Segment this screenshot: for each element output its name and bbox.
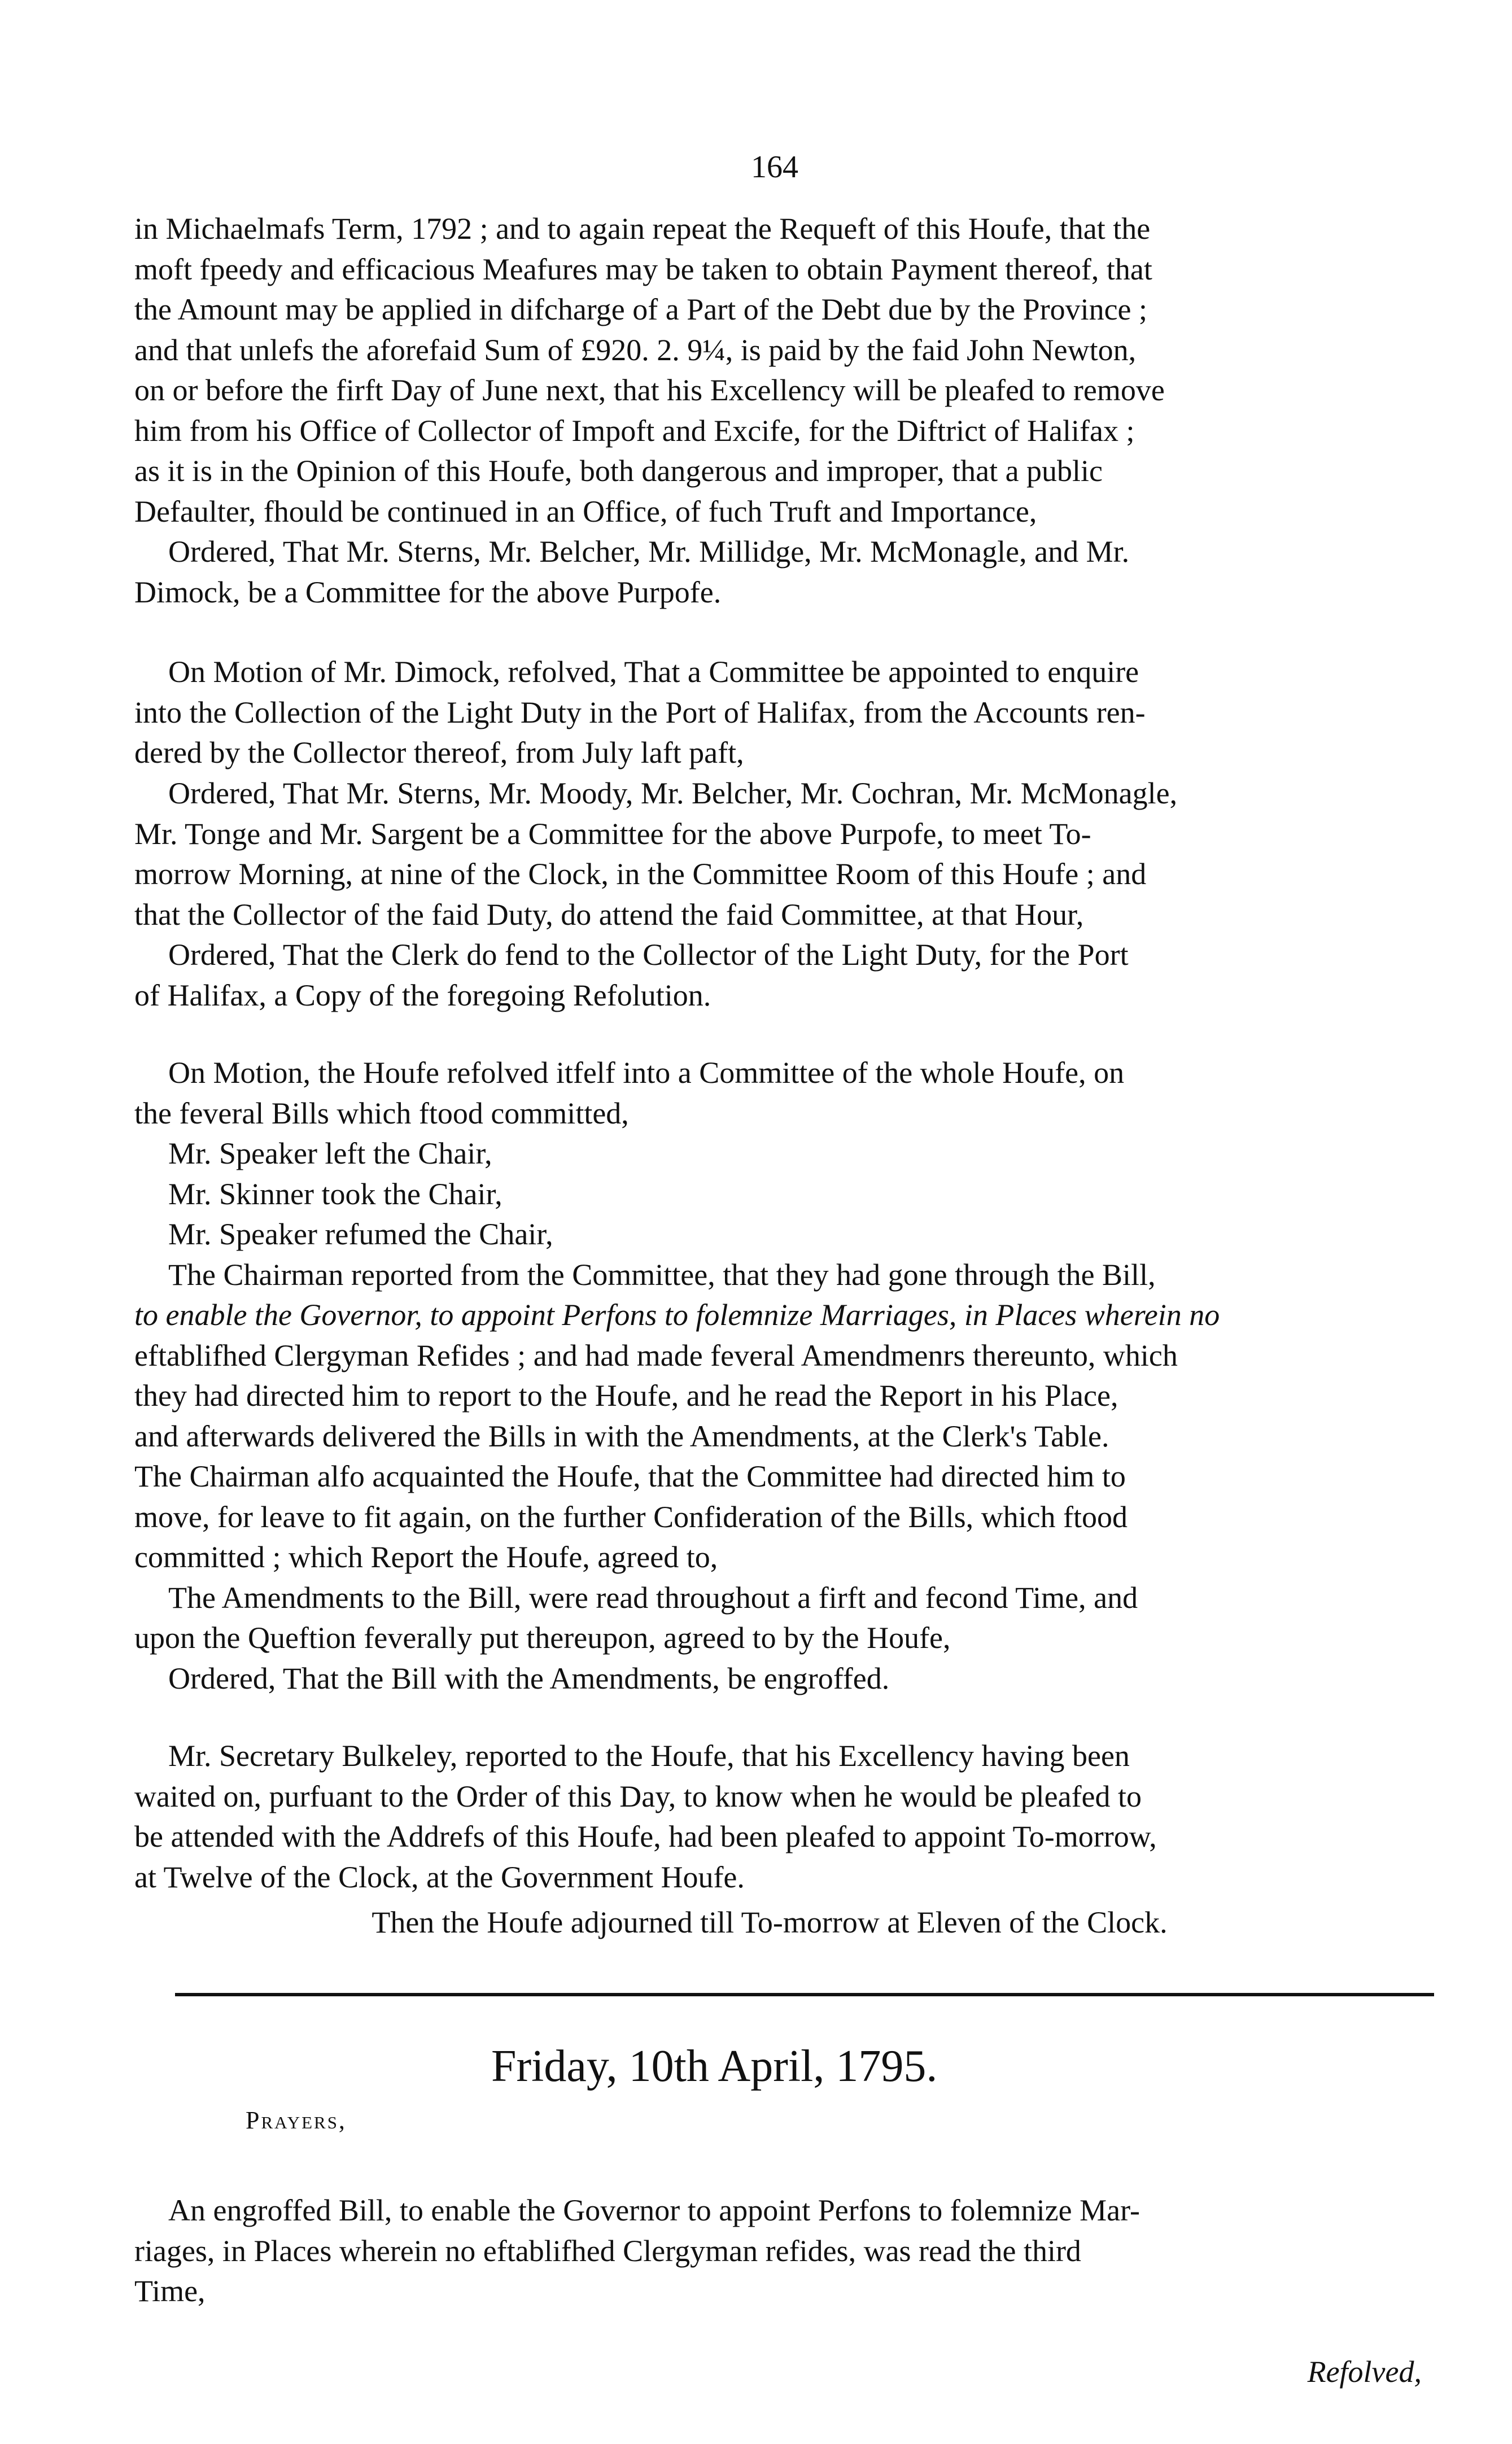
text-line: Defaulter, fhould be continued in an Office, of fuch Truft and Importance,	[134, 494, 1037, 528]
text-line: of Halifax, a Copy of the foregoing Refolution.	[134, 978, 711, 1012]
text-line: the Amount may be applied in difcharge of a Part of the Debt due by the Province ;	[134, 292, 1148, 326]
text-line: committed ; which Report the Houfe, agreed to,	[134, 1540, 718, 1574]
paragraph-adjournment	[134, 1903, 1405, 1943]
text-line: Mr. Speaker left the Chair,	[168, 1136, 492, 1170]
text-line: Mr. Secretary Bulkeley, reported to the Houfe, that his Excellency having been	[168, 1739, 1130, 1773]
text-line: On Motion of Mr. Dimock, refolved, That a Committee be appointed to enquire	[168, 655, 1139, 689]
text-line: Time,	[134, 2274, 206, 2308]
text-line: and afterwards delivered the Bills in with the Amendments, at the Clerk's Table.	[134, 1419, 1109, 1453]
text-line: Ordered, That the Clerk do fend to the Collector of the Light Duty, for the Port	[168, 938, 1129, 972]
text-line: the feveral Bills which ftood committed,	[134, 1096, 629, 1130]
text-line: morrow Morning, at nine of the Clock, in the Committee Room of this Houfe ; and	[134, 857, 1147, 891]
catchword: Refolved,	[1307, 2355, 1422, 2389]
text-line: move, for leave to fit again, on the further Confideration of the Bills, which ftood	[134, 1499, 1128, 1534]
text-line: that the Collector of the faid Duty, do attend the faid Committee, at that Hour,	[134, 897, 1084, 932]
text-line: him from his Office of Collector of Impoft and Excife, for the Diftrict of Halifax ;	[134, 413, 1135, 448]
paragraph-secretary-report	[134, 1736, 1405, 1898]
text-line: The Chairman alfo acquainted the Houfe, that the Committee had directed him to	[134, 1459, 1126, 1493]
text-line: to enable the Governor, to appoint Perfons to folemnize Marriages, in Places wherein no	[134, 1298, 1220, 1332]
text-line: On Motion, the Houfe refolved itfelf into a Committee of the whole Houfe, on	[168, 1056, 1125, 1090]
text-line: The Chairman reported from the Committee, that they had gone through the Bill,	[168, 1257, 1156, 1292]
text-line: Then the Houfe adjourned till To-morrow at Eleven of the Clock.	[372, 1905, 1168, 1939]
text-line: into the Collection of the Light Duty in the Port of Halifax, from the Accounts ren-	[134, 695, 1146, 729]
paragraph-clerk-order	[134, 935, 1405, 1016]
text-line: they had directed him to report to the Houfe, and he read the Report in his Place,	[134, 1379, 1118, 1413]
page-number: 164	[751, 150, 798, 185]
text-line: in Michaelmafs Term, 1792 ; and to again repeat the Requeft of this Houfe, that the	[134, 212, 1151, 246]
text-line: waited on, purfuant to the Order of this Day, to know when he would be pleafed to	[134, 1779, 1142, 1813]
text-line: upon the Queftion feverally put thereupon, agreed to by the Houfe,	[134, 1621, 951, 1655]
text-line: Mr. Tonge and Mr. Sargent be a Committee for the above Purpofe, to meet To-	[134, 816, 1091, 851]
text-line: An engroffed Bill, to enable the Governor to appoint Perfons to folemnize Mar-	[168, 2193, 1140, 2227]
paragraph-committee-order-2	[134, 773, 1405, 935]
text-line: on or before the firft Day of June next, that his Excellency will be pleafed to remove	[134, 373, 1165, 407]
paragraph-light-duty-motion	[134, 652, 1405, 773]
text-line: Ordered, That Mr. Sterns, Mr. Moody, Mr. Belcher, Mr. Cochran, Mr. McMonagle,	[168, 776, 1178, 810]
text-line: be attended with the Addrefs of this Houfe, had been pleafed to appoint To-morrow,	[134, 1820, 1157, 1853]
text-line: riages, in Places wherein no eftablifhed Clergyman refides, was read the third	[134, 2233, 1081, 2268]
prayers-label: Prayers,	[246, 2106, 347, 2134]
text-line: eftablifhed Clergyman Refides ; and had made feveral Amendmenrs thereunto, which	[134, 1338, 1178, 1372]
paragraph-committee-whole-house	[134, 1053, 1405, 1699]
text-line: dered by the Collector thereof, from July laft paft,	[134, 736, 744, 770]
text-line: moft fpeedy and efficacious Meafures may be taken to obtain Payment thereof, that	[134, 252, 1152, 286]
paragraph-collector-request	[134, 209, 1405, 532]
section-divider	[175, 1993, 1434, 1996]
text-line: at Twelve of the Clock, at the Government Houfe.	[134, 1860, 745, 1894]
text-line: Dimock, be a Committee for the above Purpofe.	[134, 575, 722, 609]
text-line: and that unlefs the aforefaid Sum of £920. 2. 9¼, is paid by the faid John Newton,	[134, 333, 1137, 367]
text-line: Mr. Speaker refumed the Chair,	[168, 1217, 553, 1251]
text-line: Ordered, That Mr. Sterns, Mr. Belcher, Mr. Millidge, Mr. McMonagle, and Mr.	[168, 535, 1130, 569]
text-line: as it is in the Opinion of this Houfe, both dangerous and improper, that a public	[134, 454, 1103, 488]
text-line: Ordered, That the Bill with the Amendments, be engroffed.	[168, 1661, 890, 1695]
text-line: Mr. Skinner took the Chair,	[168, 1177, 502, 1211]
paragraph-engrossed-bill	[134, 2191, 1405, 2312]
text-line: The Amendments to the Bill, were read throughout a firft and fecond Time, and	[168, 1580, 1138, 1615]
date-heading: Friday, 10th April, 1795.	[491, 2041, 938, 2091]
paragraph-committee-order-1	[134, 532, 1405, 613]
